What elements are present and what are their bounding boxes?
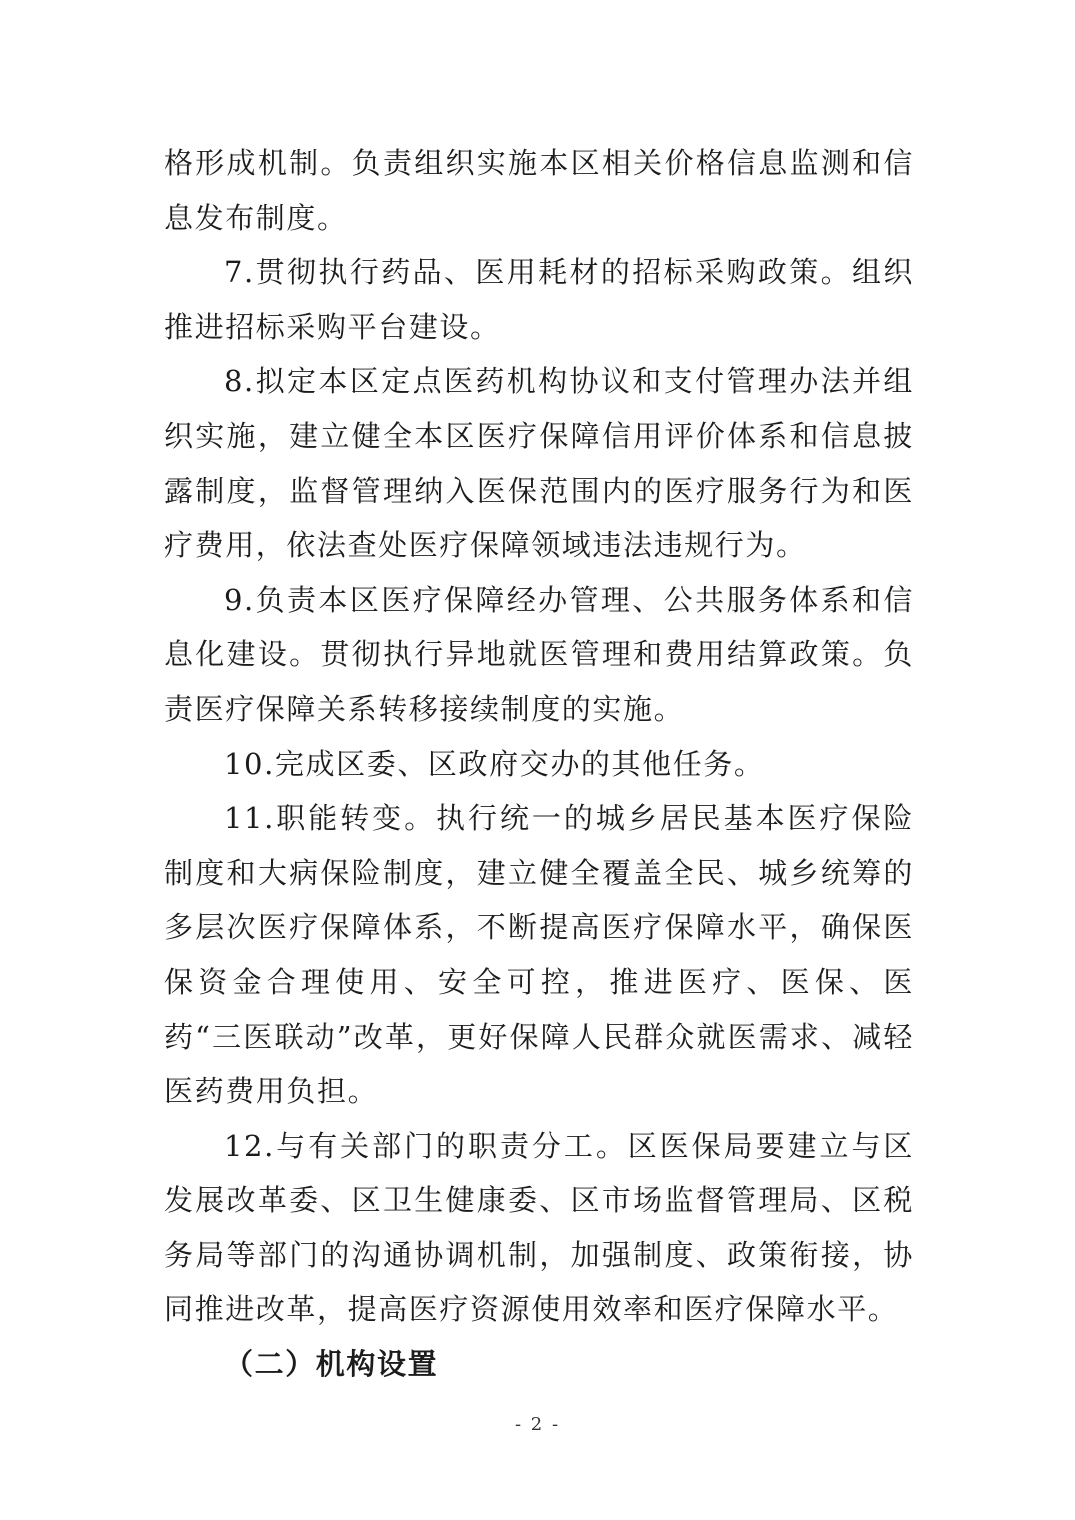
document-body	[164, 136, 914, 1392]
section-heading: （二）机构设置	[224, 1347, 439, 1382]
paragraph-item-10: 10.完成区委、区政府交办的其他任务。	[224, 746, 765, 781]
paragraph-item-9: 9.负责本区医疗保障经办管理、公共服务体系和信息化建设。贯彻执行异地就医管理和费用结算政策。负责医疗保障关系转移接续制度的实施。	[164, 582, 914, 726]
paragraph-item-8: 8.拟定本区定点医药机构协议和支付管理办法并组织实施，建立健全本区医疗保障信用评价体系和信息披露制度，监督管理纳入医保范围内的医疗服务行为和医疗费用，依法查处医疗保障领域违法违规行为。	[164, 364, 914, 563]
paragraph-item-12: 12.与有关部门的职责分工。区医保局要建立与区发展改革委、区卫生健康委、区市场监督管理局、区税务局等部门的沟通协调机制，加强制度、政策衔接，协同推进改革，提高医疗资源使用效率和医疗保障水平。	[164, 1128, 914, 1327]
page-number: - 2 -	[514, 1414, 561, 1435]
paragraph-item-7: 7.贯彻执行药品、医用耗材的招标采购政策。组织推进招标采购平台建设。	[164, 255, 914, 344]
paragraph-price-mechanism: 格形成机制。负责组织实施本区相关价格信息监测和信息发布制度。	[164, 146, 914, 235]
paragraph-item-11: 11.职能转变。执行统一的城乡居民基本医疗保险制度和大病保险制度，建立健全覆盖全民、城乡统筹的多层次医疗保障体系，不断提高医疗保障水平，确保医保资金合理使用、安全可控，推进医疗、医保、医药“三医联动”改革，更好保障人民群众就医需求、减轻医药费用负担。	[164, 801, 914, 1109]
